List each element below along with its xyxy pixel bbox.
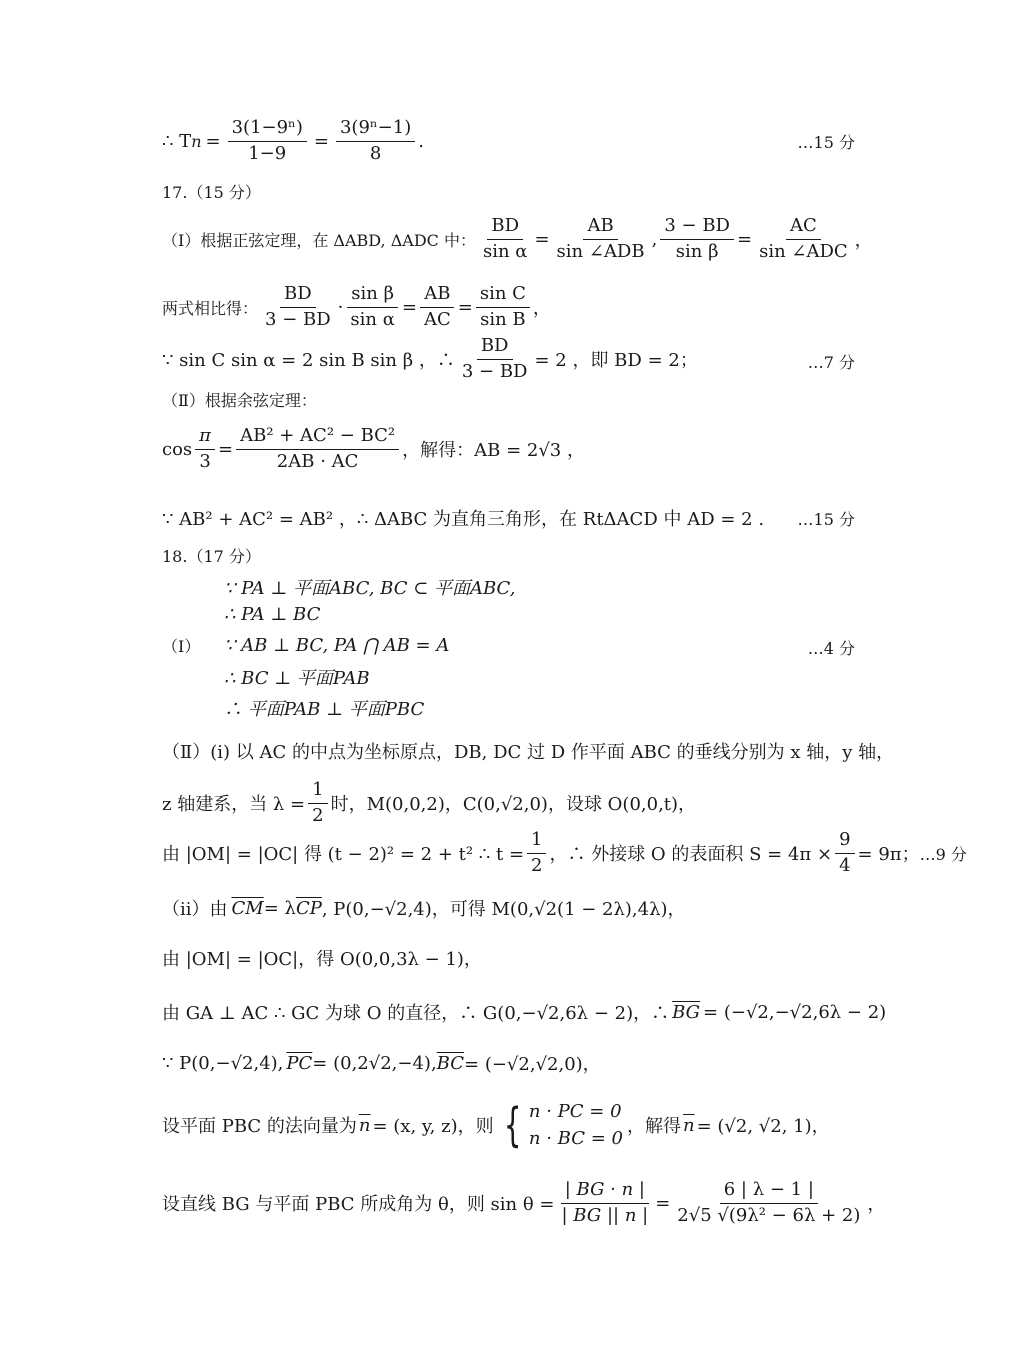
fraction-denominator: sin β — [675, 240, 719, 262]
text: 两式相比得： — [162, 298, 259, 318]
text: ，解得：AB = 2√3 ， — [402, 440, 585, 462]
score-marker: …4 分 — [807, 639, 855, 658]
text: = (0,2√2,−4), — [312, 1052, 437, 1074]
fraction — [195, 426, 215, 472]
fraction-denominator: sin α — [482, 240, 528, 262]
fraction — [228, 118, 307, 164]
fraction-denominator: sin ∠ADB — [556, 240, 645, 262]
fraction-denominator: 3 − BD — [461, 360, 528, 382]
system-row: n · BC = 0 — [528, 1128, 623, 1149]
vector-cm: $\overline{CM}$ — [231, 897, 264, 919]
fraction-denominator: 8 — [369, 142, 382, 164]
line-normal-vector — [162, 1098, 900, 1152]
equals: = — [401, 296, 417, 318]
fraction-denominator: sin ∠ADC — [759, 240, 848, 262]
period: . — [418, 130, 424, 152]
text: ∴ PA ⊥ BC — [224, 604, 321, 625]
line-cosine-law — [162, 426, 900, 472]
vector-n: $\overline{n}$ — [358, 1114, 371, 1136]
text: ，∴ 外接球 O 的表面积 S = 4π × — [549, 844, 833, 866]
equals: = — [655, 1192, 671, 1214]
fraction-numerator: 1 — [308, 780, 327, 804]
fraction-denominator: sin α — [350, 308, 395, 330]
fraction-numerator: 9 — [835, 830, 854, 854]
text: ，解得 — [627, 1116, 681, 1137]
text: = 9π； — [857, 844, 920, 866]
vector-n: $\overline{n}$ — [683, 1114, 695, 1136]
text: （Ⅱ）(i) 以 AC 的中点为坐标原点，DB, DC 过 D 作平面 ABC 的垂线分别为 x 轴，y 轴， — [162, 742, 895, 763]
text: = (−√2,−√2,6λ − 2) — [703, 1001, 887, 1023]
fraction-denominator: 2AB · AC — [276, 450, 359, 472]
fraction — [261, 284, 335, 330]
dot: · — [337, 296, 344, 318]
part-label: （Ⅰ） — [162, 637, 201, 656]
comma: , — [651, 228, 658, 250]
score-marker: …9 分 — [919, 844, 967, 864]
fraction — [673, 1180, 864, 1226]
system-rows — [529, 1098, 623, 1152]
text: , P(0,−√2,4)，可得 M(0,√2(1 − 2λ),4λ)， — [321, 899, 686, 920]
fraction-numerator: BD — [477, 336, 513, 360]
fraction-denominator: 2 — [531, 854, 543, 876]
vector-bc: $\overline{BC}$ — [436, 1052, 465, 1074]
line-part-1 — [162, 634, 900, 657]
tn-subscript: n — [191, 131, 202, 151]
question-17-heading: 17.（15 分） — [162, 183, 261, 202]
fraction-denominator: 2√5 √(9λ² − 6λ + 2) — [677, 1204, 861, 1226]
fraction — [527, 830, 546, 876]
fraction-numerator: 3(1−9ⁿ) — [228, 118, 307, 142]
fraction-numerator: 6 | λ − 1 | — [720, 1180, 818, 1204]
comma: ， — [867, 1194, 886, 1216]
equals: = — [205, 130, 221, 152]
vector-pc: $\overline{PC}$ — [286, 1052, 313, 1074]
text: 设平面 PBC 的法向量为 — [162, 1116, 357, 1137]
text: 时，M(0,0,2)，C(0,√2,0)，设球 O(0,0,t)， — [330, 794, 697, 816]
fraction-numerator: AC — [786, 216, 821, 240]
fraction — [835, 830, 854, 876]
fraction — [236, 426, 399, 472]
score-marker: …15 分 — [797, 133, 855, 152]
fraction — [479, 216, 531, 262]
text: ∴ 平面PAB ⊥ 平面PBC — [224, 699, 425, 720]
line-ratio — [162, 284, 900, 330]
line-sine-law — [162, 216, 900, 262]
fraction — [553, 216, 649, 262]
fraction-numerator: 1 — [527, 830, 546, 854]
fraction — [476, 284, 530, 330]
fraction — [336, 118, 415, 164]
line-g-point — [162, 999, 900, 1025]
cos-label: cos — [162, 438, 193, 460]
line-sphere-area — [162, 829, 967, 876]
text: 设直线 BG 与平面 PBC 所成角为 θ，则 sin θ = — [162, 1194, 555, 1216]
text: ∵ sin C sin α = 2 sin B sin β ，∴ — [162, 350, 455, 372]
equation-system — [498, 1098, 623, 1152]
fraction-numerator: sin C — [476, 284, 530, 308]
text: = (x, y, z)，则 — [372, 1116, 494, 1137]
comma: ， — [532, 298, 551, 320]
text: ∵ P(0,−√2,4), — [162, 1052, 284, 1074]
vector-cp: $\overline{CP}$ — [295, 897, 322, 919]
fraction — [346, 284, 398, 330]
text: ∵ AB ⊥ BC, PA ⋂ AB = A — [224, 635, 450, 656]
fraction-numerator: 3(9ⁿ−1) — [336, 118, 415, 142]
fraction-denominator: | BG || n | — [561, 1204, 649, 1226]
fraction — [755, 216, 852, 262]
fraction-numerator: | BG · n | — [561, 1180, 649, 1204]
fraction-numerator: AB² + AC² − BC² — [236, 426, 399, 450]
text: = 2 ，即 BD = 2； — [534, 350, 698, 372]
tn-label: ∴ T — [162, 130, 192, 152]
question-18-heading: 18.（17 分） — [162, 547, 261, 566]
fraction-denominator: 3 − BD — [265, 308, 331, 330]
equals: = — [534, 228, 550, 250]
fraction-denominator: AC — [423, 308, 451, 330]
text: z 轴建系，当 λ = — [162, 794, 306, 816]
line-pc-bc — [162, 1050, 900, 1076]
text: = (−√2,√2,0)， — [464, 1054, 601, 1075]
text: 由 |OM| = |OC|，得 O(0,0,3λ − 1)， — [162, 949, 482, 970]
fraction-denominator: sin B — [480, 308, 526, 330]
fraction-denominator: 1−9 — [248, 142, 287, 164]
left-brace-icon: { — [503, 1098, 522, 1152]
fraction-denominator: 3 — [199, 450, 211, 472]
fraction-numerator: AB — [583, 216, 617, 240]
fraction-numerator: BD — [487, 216, 523, 240]
equals: = — [313, 130, 329, 152]
text: 由 |OM| = |OC| 得 (t − 2)² = 2 + t² ∴ t = — [162, 844, 525, 866]
score-marker: …15 分 — [797, 510, 855, 529]
line-sin-theta — [162, 1180, 900, 1226]
fraction-numerator: sin β — [347, 284, 398, 308]
text: ∴ BC ⊥ 平面PAB — [224, 668, 370, 689]
text: ∵ PA ⊥ 平面ABC, BC ⊂ 平面ABC, — [224, 578, 516, 599]
fraction-numerator: AB — [420, 284, 454, 308]
text: = (√2, √2, 1)， — [696, 1116, 830, 1137]
fraction — [458, 336, 532, 382]
equals: = — [736, 228, 753, 250]
line-cm-vector — [162, 895, 900, 921]
fraction-denominator: 2 — [312, 804, 324, 826]
equals: = — [457, 296, 473, 318]
equals: = — [218, 438, 234, 460]
vector-bg: $\overline{BG}$ — [672, 1001, 701, 1023]
fraction — [558, 1180, 653, 1226]
text: ∵ AB² + AC² = AB² ，∴ ΔABC 为直角三角形，在 RtΔACD 中 AD = 2 . — [162, 509, 765, 530]
text: = λ — [263, 897, 296, 919]
fraction — [308, 780, 327, 826]
system-row: n · PC = 0 — [528, 1101, 622, 1122]
text: （Ⅱ）根据余弦定理： — [162, 391, 317, 410]
comma: ， — [854, 230, 873, 252]
text: 由 GA ⊥ AC ∴ GC 为球 O 的直径，∴ G(0,−√2,6λ − 2)，∴ — [162, 1003, 670, 1024]
text: （ii）由 — [162, 899, 228, 920]
fraction-denominator: 4 — [839, 854, 851, 876]
fraction-numerator: π — [195, 426, 215, 450]
line-lambda-half — [162, 780, 900, 826]
text: （Ⅰ）根据正弦定理，在 ΔABD, ΔADC 中： — [162, 230, 476, 250]
fraction-numerator: BD — [280, 284, 316, 308]
fraction-numerator: 3 − BD — [660, 216, 734, 240]
line-bd-result — [162, 336, 900, 382]
line-tn-formula — [162, 118, 900, 164]
fraction — [420, 284, 455, 330]
score-marker: …7 分 — [807, 353, 855, 372]
fraction — [660, 216, 734, 262]
